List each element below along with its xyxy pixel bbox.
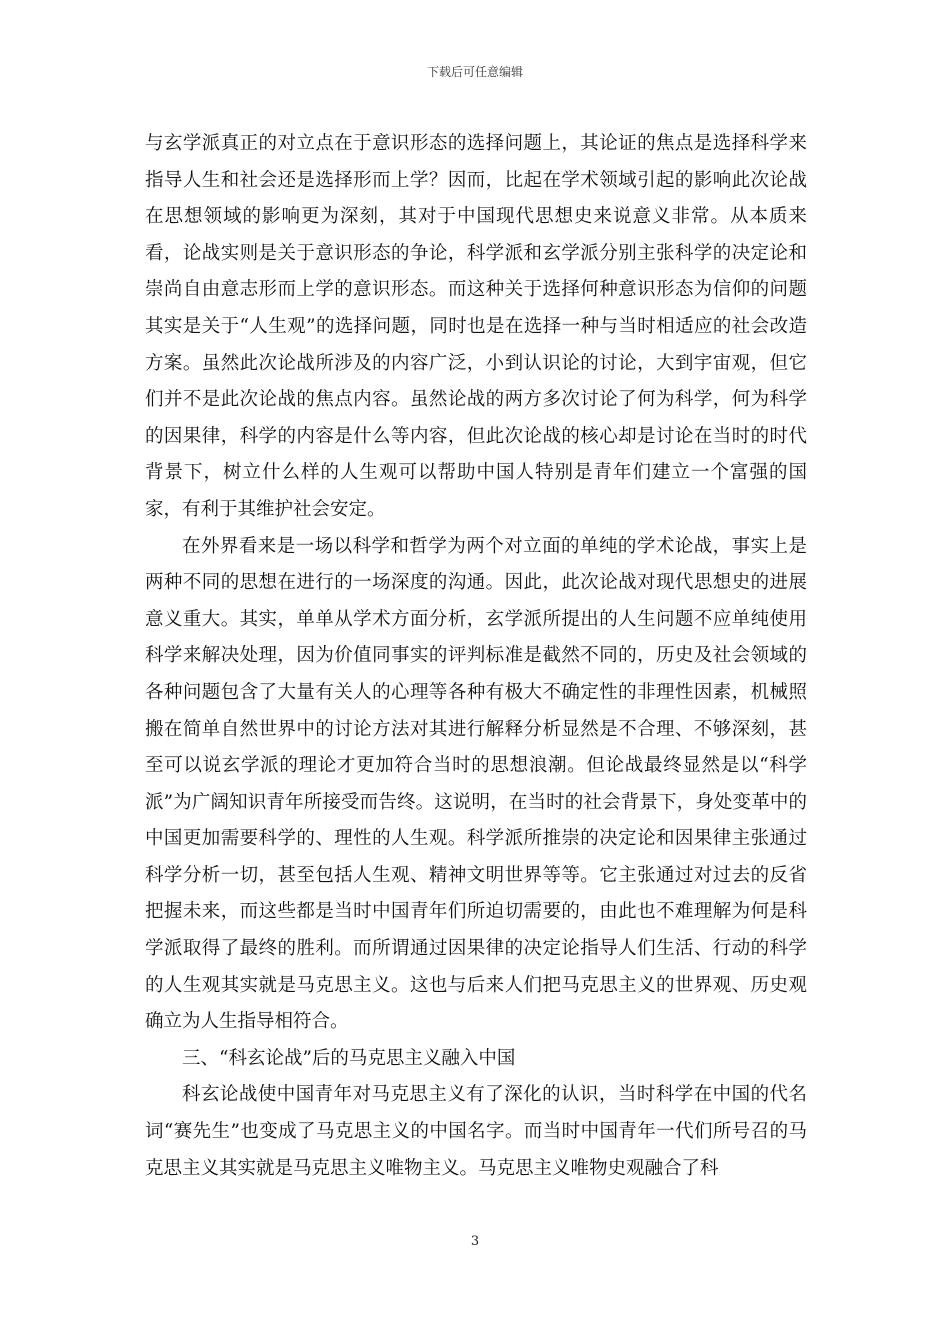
page-header: 下载后可任意编辑: [426, 65, 523, 79]
page-number: 3: [470, 1234, 480, 1249]
paragraph-continuation: 与玄学派真正的对立点在于意识形态的选择问题上，其论证的焦点是选择科学来指导人生和社会还是选择形而上学？因而，比起在学术领域引起的影响此次论战在思想领域的影响更为深刻，其对于中国现代思想史来说意义非常。从本质来看，论战实则是关于意识形态的争论，科学派和玄学派分别主张科学的决定论和崇尚自由意志形而上学的意识形态。而这种关于选择何种意识形态为信仰的问题其实是关于“人生观”的选择问题，同时也是在选择一种与当时相适应的社会改造方案。虽然此次论战所涉及的内容广泛，小到认识论的讨论，大到宇宙观，但它们并不是此次论战的焦点内容。虽然论战的两方多次讨论了何为科学，何为科学的因果律，科学的内容是什么等内容，但此次论战的核心却是讨论在当时的时代背景下，树立什么样的人生观可以帮助中国人特别是青年们建立一个富强的国家，有利于其维护社会安定。: [145, 133, 807, 520]
paragraph: 科玄论战使中国青年对马克思主义有了深化的认识，当时科学在中国的代名词“赛先生”也变成了马克思主义的中国名字。而当时中国青年一代们所号召的马克思主义其实就是马克思主义唯物主义。马克思主义唯物史观融合了科: [145, 1084, 807, 1179]
body-text: [145, 126, 807, 1187]
section-heading: 三、“科玄论战”后的马克思主义融入中国: [182, 1047, 516, 1069]
paragraph: 在外界看来是一场以科学和哲学为两个对立面的单纯的学术论战，事实上是两种不同的思想在进行的一场深度的沟通。因此，此次论战对现代思想史的进展意义重大。其实，单单从学术方面分析，玄学派所提出的人生问题不应单纯使用科学来解决处理，因为价值同事实的评判标准是截然不同的，历史及社会领域的各种问题包含了大量有关人的心理等各种有极大不确定性的非理性因素，机械照搬在简单自然世界中的讨论方法对其进行解释分析显然是不合理、不够深刻，甚至可以说玄学派的理论才更加符合当时的思想浪潮。但论战最终显然是以“科学派”为广阔知识青年所接受而告终。这说明，在当时的社会背景下，身处变革中的中国更加需要科学的、理性的人生观。科学派所推崇的决定论和因果律主张通过科学分析一切，甚至包括人生观、精神文明世界等等。它主张通过对过去的反省把握未来，而这些都是当时中国青年们所迫切需要的，由此也不难理解为何是科学派取得了最终的胜利。而所谓通过因果律的决定论指导人们生活、行动的科学的人生观其实就是马克思主义。这也与后来人们把马克思主义的世界观、历史观确立为人生指导相符合。: [145, 535, 807, 1033]
